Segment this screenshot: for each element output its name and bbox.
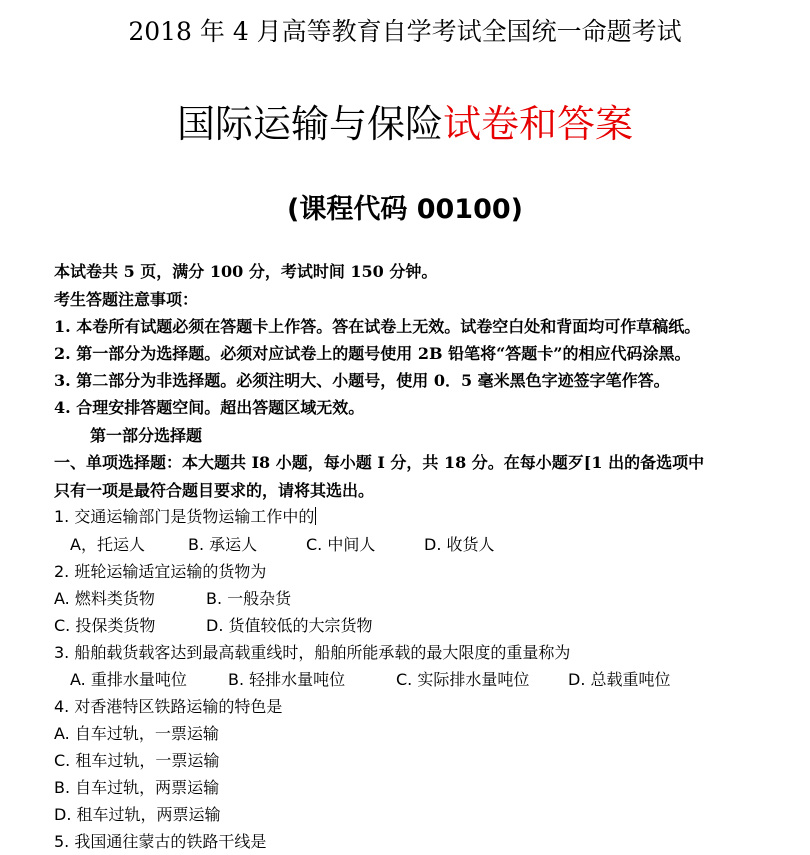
q4-option-b: B. 自车过轨，两票运输 xyxy=(54,778,220,797)
notice-heading: 考生答题注意事项： xyxy=(54,290,199,309)
title-main: 国际运输与保险 xyxy=(176,102,443,146)
section-instruction-line2: 只有一项是最符合题目要求的，请将其选出。 xyxy=(54,481,375,500)
rule-2: 2. 第一部分为选择题。必须对应试卷上的题号使用 2B 铅笔将“答题卡”的相应代码涂黑。 xyxy=(54,344,691,363)
rule-3: 3. 第二部分为非选择题。必须注明大、小题号，使用 0．5 毫米黑色字迹签字笔作答。 xyxy=(54,371,670,390)
question-1-stem xyxy=(54,504,316,530)
rule-1: 1. 本卷所有试题必须在答题卡上作答。答在试卷上无效。试卷空白处和背面均可作草稿纸。 xyxy=(54,317,701,336)
question-1-text: 1. 交通运输部门是货物运输工作中的 xyxy=(54,507,315,526)
question-5-stem: 5. 我国通往蒙古的铁路干线是 xyxy=(54,832,267,851)
q2-option-c: C. 投保类货物 xyxy=(54,616,156,635)
q2-option-d: D. 货值较低的大宗货物 xyxy=(206,616,373,635)
q1-option-c: C. 中间人 xyxy=(306,535,376,554)
question-1-options xyxy=(70,532,495,558)
exam-header: 2018 年 4 月高等教育自学考试全国统一命题考试 xyxy=(128,17,682,46)
document-title xyxy=(0,98,810,150)
exam-summary: 本试卷共 5 页，满分 100 分，考试时间 150 分钟。 xyxy=(54,262,438,281)
title-accent: 试卷和答案 xyxy=(443,102,634,146)
question-2-stem: 2. 班轮运输适宜运输的货物为 xyxy=(54,562,267,581)
q3-option-d: D. 总载重吨位 xyxy=(568,670,671,689)
section-instruction-line1: 一、单项选择题：本大题共 I8 小题，每小题 I 分，共 18 分。在每小题歹[1 出的备选项中 xyxy=(54,453,705,472)
question-3-options xyxy=(70,667,671,693)
question-2-options-row2 xyxy=(54,613,373,639)
rule-4: 4. 合理安排答题空间。超出答题区域无效。 xyxy=(54,398,365,417)
q4-option-a: A. 自车过轨，一票运输 xyxy=(54,724,219,743)
q2-option-b: B. 一般杂货 xyxy=(206,589,292,608)
q4-option-c: C. 租车过轨，一票运输 xyxy=(54,751,220,770)
q1-option-b: B. 承运人 xyxy=(188,535,258,554)
q1-option-a: A，托运人 xyxy=(70,535,145,554)
q1-option-d: D. 收货人 xyxy=(424,535,495,554)
q4-option-d: D. 租车过轨，两票运输 xyxy=(54,805,221,824)
question-3-stem: 3. 船舶载货载客达到最高载重线时，船舶所能承载的最大限度的重量称为 xyxy=(54,643,571,662)
q2-option-a: A. 燃料类货物 xyxy=(54,589,155,608)
course-code: (课程代码 00100) xyxy=(286,194,523,225)
q3-option-b: B. 轻排水量吨位 xyxy=(228,670,346,689)
text-cursor xyxy=(315,507,316,525)
q3-option-c: C. 实际排水量吨位 xyxy=(396,670,530,689)
question-2-options-row1 xyxy=(54,586,291,612)
part1-heading: 第一部分选择题 xyxy=(90,426,203,445)
question-4-stem: 4. 对香港特区铁路运输的特色是 xyxy=(54,697,283,716)
q3-option-a: A. 重排水量吨位 xyxy=(70,670,187,689)
